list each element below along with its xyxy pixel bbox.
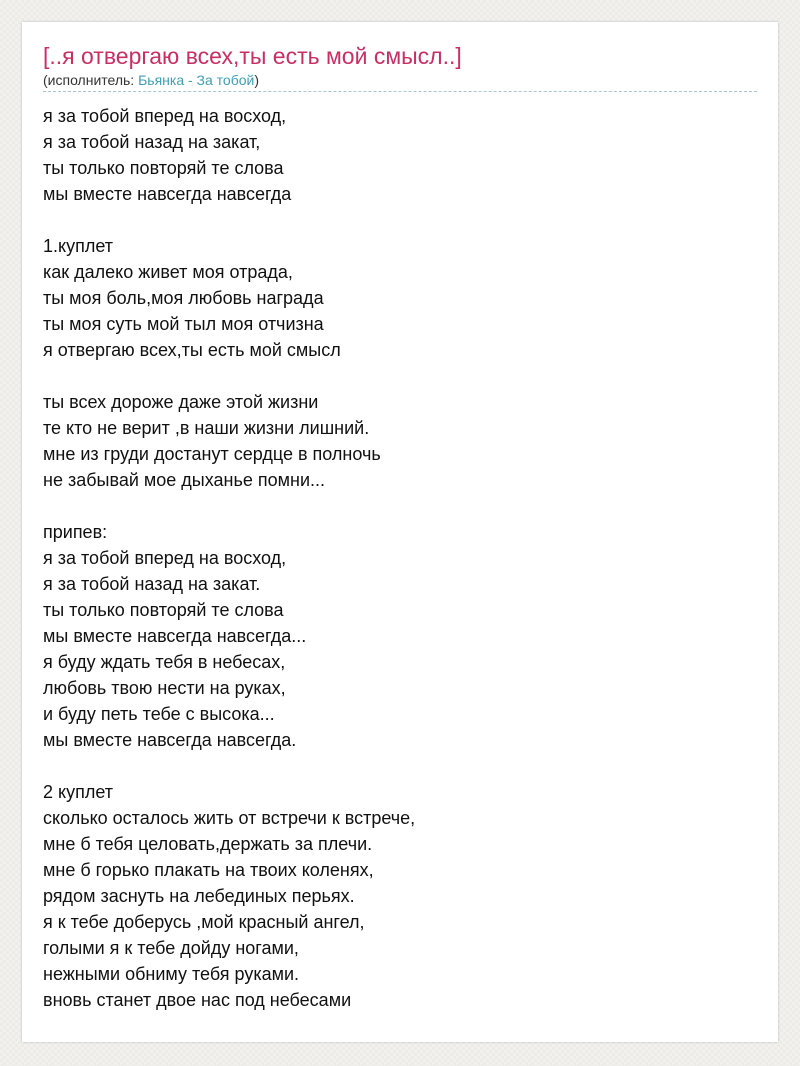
blank-line [43,363,757,389]
lyric-line: нежными обниму тебя руками. [43,964,300,984]
lyric-line: я отвергаю всех,ты есть мой смысл [43,340,341,360]
lyric-line: 1.куплет [43,236,113,256]
lyric-line: мне из груди достанут сердце в полночь [43,444,381,464]
lyric-line: и буду петь тебе с высока... [43,704,275,724]
lyric-line: я буду ждать тебя в небесах, [43,652,286,672]
lyric-line: голыми я к тебе дойду ногами, [43,938,299,958]
performer-line [43,71,757,89]
lyric-line: вновь станет двое нас под небесами [43,990,352,1010]
lyric-line: сколько осталось жить от встречи к встрече, [43,808,416,828]
blank-line [43,753,757,779]
lyric-line: я за тобой назад на закат, [43,132,261,152]
lyric-line: ты моя суть мой тыл моя отчизна [43,314,324,334]
lyric-line: я за тобой вперед на восход, [43,548,287,568]
lyric-line: как далеко живет моя отрада, [43,262,293,282]
lyrics-text [43,103,757,1013]
lyric-line: любовь твою нести на руках, [43,678,286,698]
lyric-line: я за тобой назад на закат. [43,574,261,594]
lyric-line: 2 куплет [43,782,113,802]
lyric-line: мне б горько плакать на твоих коленях, [43,860,374,880]
lyric-line: мне б тебя целовать,держать за плечи. [43,834,373,854]
lyric-line: мы вместе навсегда навсегда [43,184,292,204]
lyric-line: ты только повторяй те слова [43,158,284,178]
blank-line [43,493,757,519]
lyric-line: ты только повторяй те слова [43,600,284,620]
open-paren: ( [43,72,48,88]
dashed-divider [43,91,757,92]
lyrics-card [22,22,778,1042]
artist-link[interactable]: Бьянка - За тобой [138,72,255,88]
performer-label: исполнитель: [47,72,139,88]
lyric-line: ты всех дороже даже этой жизни [43,392,319,412]
song-title: [..я отвергаю всех,ты есть мой смысл..] [43,43,462,69]
lyric-line: рядом заснуть на лебединых перьях. [43,886,355,906]
lyric-line: я за тобой вперед на восход, [43,106,287,126]
lyric-line: мы вместе навсегда навсегда... [43,626,307,646]
lyric-line: те кто не верит ,в наши жизни лишний. [43,418,370,438]
lyric-line: мы вместе навсегда навсегда. [43,730,297,750]
blank-line [43,207,757,233]
lyric-line: не забывай мое дыханье помни... [43,470,325,490]
close-paren: ) [254,72,260,88]
lyric-line: я к тебе доберусь ,мой красный ангел, [43,912,365,932]
lyric-line: ты моя боль,моя любовь награда [43,288,324,308]
lyric-line: припев: [43,522,108,542]
